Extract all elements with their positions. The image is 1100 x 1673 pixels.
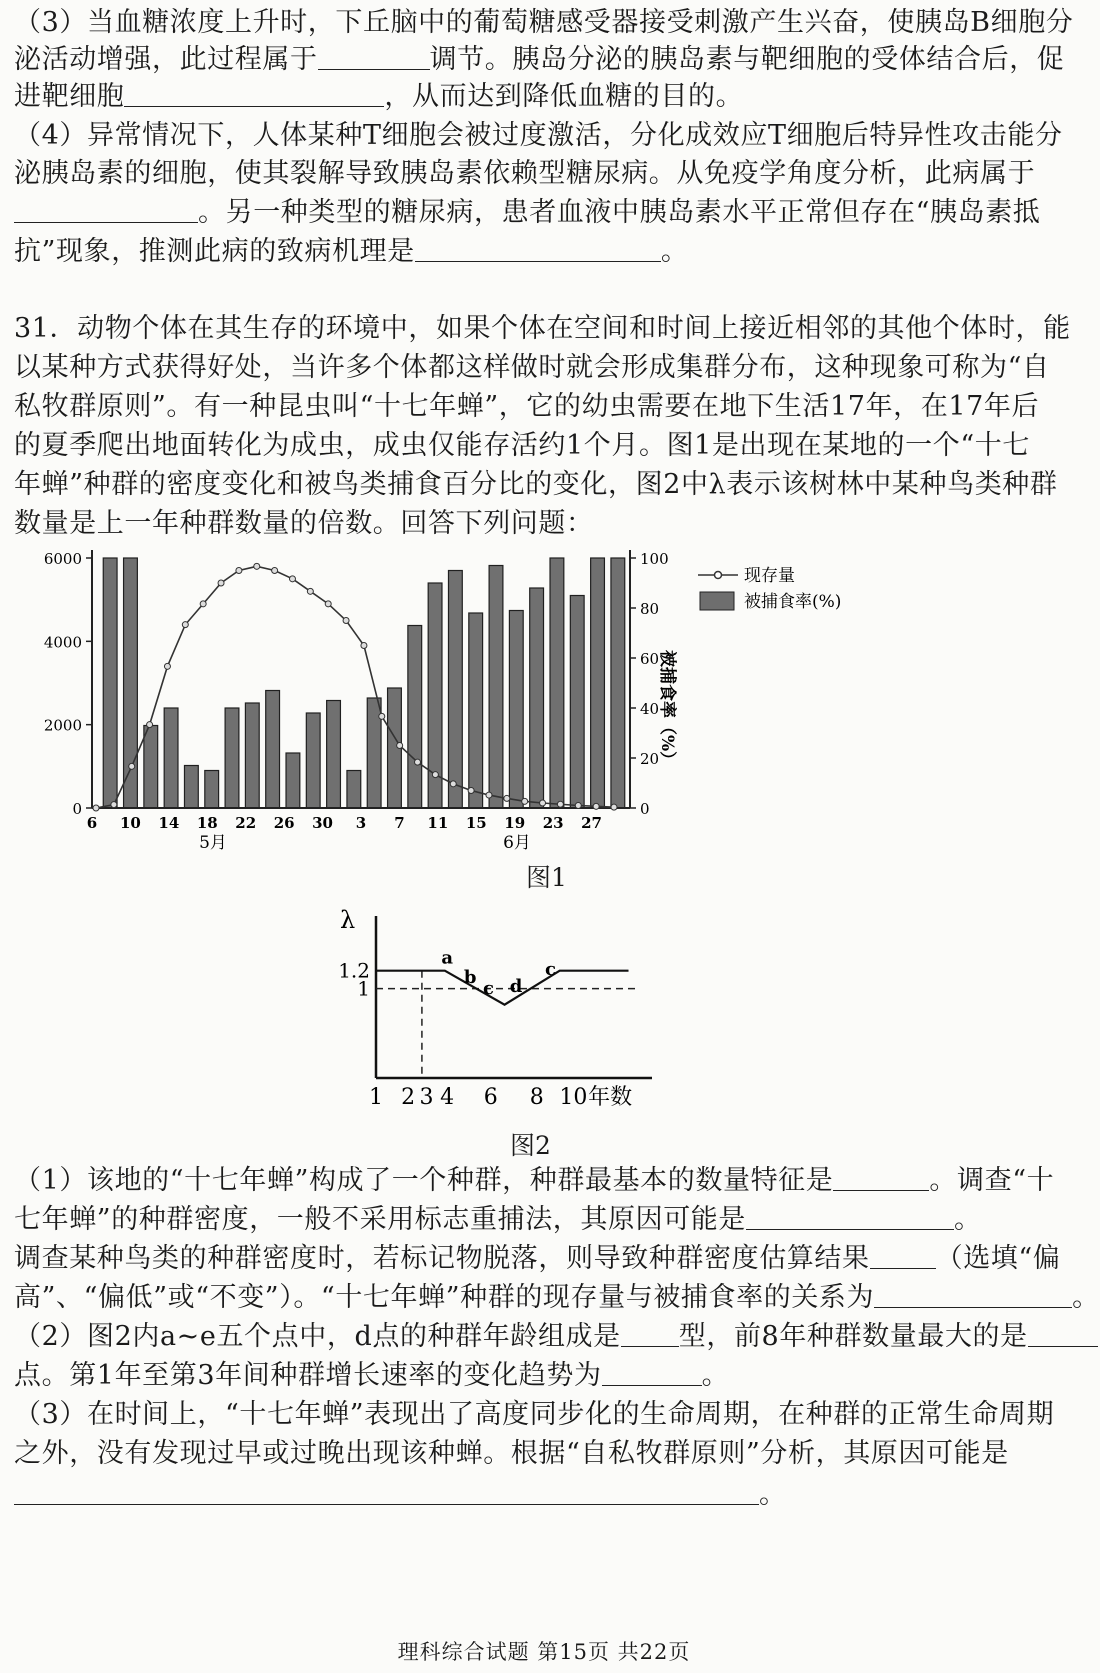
x-tick-label: 6 xyxy=(86,814,98,832)
figure-2-caption: 图2 xyxy=(510,1131,551,1160)
question-text: 高”、“偏低”或“不变”）。“十七年蝉”种群的现存量与被捕食率的关系为 xyxy=(14,1282,875,1313)
predation-bar xyxy=(469,613,483,808)
question-text: 。调查“十 xyxy=(929,1165,1055,1196)
existing-quantity-point xyxy=(575,803,581,809)
predation-bar xyxy=(184,766,198,809)
page-footer: 理科综合试题 第15页 共22页 xyxy=(397,1640,691,1664)
x-tick-label: 22 xyxy=(235,814,257,832)
x-tick-label: 6 xyxy=(483,1085,498,1110)
q31-sub1-line-3 xyxy=(14,1242,1076,1276)
q31-sub1-line-2 xyxy=(14,1203,1076,1237)
x-tick-label: 30 xyxy=(312,814,334,832)
existing-quantity-point xyxy=(379,713,385,719)
answer-blank[interactable] xyxy=(746,1203,954,1230)
q31-sub3-line-3 xyxy=(14,1478,1076,1512)
right-tick-label: 40 xyxy=(640,700,660,718)
q30-line-3 xyxy=(14,80,1076,114)
x-tick-label: 3 xyxy=(355,814,367,832)
left-tick-label: 6000 xyxy=(43,550,82,568)
lambda-curve xyxy=(376,971,629,1005)
existing-quantity-point xyxy=(486,792,492,798)
right-tick-label: 60 xyxy=(640,650,660,668)
right-tick-label: 100 xyxy=(640,550,669,568)
answer-blank[interactable] xyxy=(415,235,661,262)
y-tick-label: 1.2 xyxy=(338,958,370,983)
question-text: （2）图2内a~e五个点中，d点的种群年龄组成是 xyxy=(14,1321,621,1352)
answer-blank[interactable] xyxy=(602,1359,702,1386)
x-tick-label: 8 xyxy=(529,1085,544,1110)
legend-bar-swatch xyxy=(700,592,734,610)
legend-dot-swatch xyxy=(715,572,722,579)
question-text: 调查某种鸟类的种群密度时，若标记物脱落，则导致种群密度估算结果 xyxy=(14,1243,870,1274)
existing-quantity-point xyxy=(468,788,474,794)
legend-label-existing: 现存量 xyxy=(744,566,795,586)
existing-quantity-point xyxy=(182,622,188,628)
predation-bar xyxy=(611,558,625,808)
predation-bar xyxy=(286,753,300,808)
q31-line-1: 31．动物个体在其生存的环境中，如果个体在空间和时间上接近相邻的其他个体时，能 xyxy=(14,313,1071,344)
left-tick-label: 0 xyxy=(72,800,82,818)
x-tick-label: 14 xyxy=(158,814,180,832)
q30-line-2 xyxy=(14,43,1076,77)
question-text: 点。第1年至第3年间种群增长速率的变化趋势为 xyxy=(14,1360,602,1391)
y-axis-label: λ xyxy=(340,906,356,934)
legend xyxy=(698,566,841,612)
q30-text: 抗”现象，推测此病的致病机理是 xyxy=(14,236,415,267)
existing-quantity-point xyxy=(611,804,617,810)
predation-bar xyxy=(570,596,584,809)
q30-line-6 xyxy=(14,196,1076,230)
question-text: （1）该地的“十七年蝉”构成了一个种群，种群最基本的数量特征是 xyxy=(14,1165,834,1196)
predation-bar xyxy=(205,771,219,809)
existing-quantity-point xyxy=(415,759,421,765)
curve-point-label: c xyxy=(544,959,556,981)
x-tick-label: 18 xyxy=(196,814,218,832)
question-text: 型，前8年种群数量最大的是 xyxy=(678,1321,1028,1352)
predation-bar xyxy=(245,703,259,808)
q31-line-4: 的夏季爬出地面转化为成虫，成虫仅能存活约1个月。图1是出现在某地的一个“十七 xyxy=(14,430,1030,461)
q31-sub3-line-2: 之外，没有发现过早或过晚出现该种蝉。根据“自私牧群原则”分析，其原因可能是 xyxy=(14,1438,1009,1469)
question-text: 。 xyxy=(759,1479,787,1510)
answer-blank[interactable] xyxy=(874,1281,1072,1308)
existing-quantity-point xyxy=(325,601,331,607)
answer-blank[interactable] xyxy=(14,196,198,223)
left-tick-label: 4000 xyxy=(43,633,82,652)
q31-sub1-line-4 xyxy=(14,1281,1100,1315)
predation-bar xyxy=(266,691,280,809)
left-tick-label: 2000 xyxy=(43,716,82,735)
q30-text: 。另一种类型的糖尿病，患者血液中胰岛素水平正常但存在“胰岛素抵 xyxy=(198,197,1041,228)
existing-quantity-point xyxy=(397,743,403,749)
predation-bar xyxy=(509,611,523,809)
existing-quantity-point xyxy=(254,563,260,569)
predation-bar xyxy=(591,558,605,808)
q30-text: ，从而达到降低血糖的目的。 xyxy=(384,81,744,112)
curve-point-label: a xyxy=(441,947,454,969)
existing-quantity-point xyxy=(218,580,224,586)
existing-quantity-point xyxy=(450,781,456,787)
curve-point-label: d xyxy=(509,976,523,998)
existing-quantity-point xyxy=(164,663,170,669)
x-tick-label: 19 xyxy=(504,814,526,832)
x-tick-label: 4 xyxy=(440,1085,455,1110)
predation-bar xyxy=(306,713,320,808)
month-label-june: 6月 xyxy=(503,833,531,853)
q30-text: 进靶细胞 xyxy=(14,81,125,112)
q31-sub3-line-1: （3）在时间上，“十七年蝉”表现出了高度同步化的生命周期，在种群的正常生命周期 xyxy=(14,1399,1055,1430)
existing-quantity-point xyxy=(307,588,313,594)
existing-quantity-point xyxy=(432,772,438,778)
existing-quantity-point xyxy=(522,798,528,804)
q30-text: 调节。胰岛分泌的胰岛素与靶细胞的受体结合后，促 xyxy=(429,44,1065,75)
x-tick-label: 11 xyxy=(427,814,449,832)
existing-quantity-point xyxy=(147,722,153,728)
question-text: 七年蝉”的种群密度，一般不采用标志重捕法，其原因可能是 xyxy=(14,1204,747,1235)
existing-quantity-point xyxy=(343,618,349,624)
q30-line-5: 泌胰岛素的细胞，使其裂解导致胰岛素依赖型糖尿病。从免疫学角度分析，此病属于 xyxy=(14,158,1036,189)
existing-quantity-point xyxy=(200,601,206,607)
right-tick-label: 20 xyxy=(640,750,660,768)
curve-point-label: b xyxy=(463,967,477,989)
x-tick-label: 10 xyxy=(119,814,141,832)
predation-bar xyxy=(225,708,239,808)
predation-bar xyxy=(164,708,178,808)
q31-line-2: 以某种方式获得好处，当许多个体都这样做时就会形成集群分布，这种现象可称为“自 xyxy=(14,352,1050,383)
x-tick-label: 27 xyxy=(581,814,603,832)
answer-blank[interactable] xyxy=(870,1242,936,1269)
q31-sub2-line-2 xyxy=(14,1359,1076,1393)
figure-1-caption: 图1 xyxy=(526,863,567,892)
x-tick-label: 10 xyxy=(559,1085,588,1110)
predation-bar xyxy=(489,566,503,809)
q30-line-1: （3）当血糖浓度上升时，下丘脑中的葡萄糖感受器接受刺激产生兴奋，使胰岛B细胞分 xyxy=(14,7,1074,38)
month-label-may: 5月 xyxy=(199,833,227,853)
existing-quantity-point xyxy=(93,805,99,811)
question-text: （选填“偏 xyxy=(935,1243,1061,1274)
predation-bar xyxy=(530,588,544,808)
answer-blank[interactable] xyxy=(124,80,384,107)
x-tick-label: 23 xyxy=(542,814,564,832)
legend-label-predation: 被捕食率(%) xyxy=(744,592,842,612)
q31-sub1-line-1 xyxy=(14,1164,1076,1198)
x-tick-label: 26 xyxy=(273,814,295,832)
existing-quantity-point xyxy=(361,643,367,649)
q31-line-6: 数量是上一年种群数量的倍数。回答下列问题： xyxy=(14,508,594,539)
existing-quantity-point xyxy=(557,801,563,807)
existing-quantity-point xyxy=(129,763,135,769)
answer-blank[interactable] xyxy=(1028,1320,1098,1347)
q30-text: 泌活动增强，此过程属于 xyxy=(14,44,318,75)
curve-point-label: c xyxy=(483,977,494,999)
figure-2-chart xyxy=(338,906,660,1110)
x-tick-label: 7 xyxy=(394,814,405,832)
predation-bar xyxy=(144,726,158,809)
existing-quantity-point xyxy=(289,576,295,582)
x-tick-label: 1 xyxy=(369,1085,383,1110)
right-tick-label: 80 xyxy=(640,600,660,618)
existing-quantity-point xyxy=(593,803,599,809)
question-text: 。 xyxy=(954,1204,982,1235)
answer-blank[interactable] xyxy=(318,43,430,70)
right-axis-label: 被捕食率（%） xyxy=(657,650,677,769)
x-axis-label: 年数 xyxy=(588,1085,633,1110)
answer-blank[interactable] xyxy=(833,1164,929,1191)
question-text: 。 xyxy=(701,1360,730,1391)
predation-bar xyxy=(550,558,564,808)
y-tick-label: 1 xyxy=(357,976,370,1001)
predation-bar xyxy=(448,571,462,809)
q31-line-5: 年蝉”种群的密度变化和被鸟类捕食百分比的变化，图2中λ表示该树林中某种鸟类种群 xyxy=(14,469,1058,500)
predation-bar xyxy=(347,771,361,809)
right-tick-label: 0 xyxy=(640,800,650,818)
existing-quantity-point xyxy=(236,568,242,574)
existing-quantity-point xyxy=(504,795,510,801)
q30-text: 。 xyxy=(660,236,689,267)
predation-bar xyxy=(327,701,341,809)
x-tick-label: 2 xyxy=(401,1085,416,1110)
existing-quantity-point xyxy=(272,568,278,574)
q30-line-7 xyxy=(14,235,1076,269)
q30-line-4: （4）异常情况下，人体某种T细胞会被过度激活，分化成效应T细胞后特异性攻击能分 xyxy=(14,120,1063,151)
existing-quantity-point xyxy=(540,800,546,806)
answer-blank[interactable] xyxy=(14,1478,759,1505)
x-tick-label: 15 xyxy=(465,814,487,832)
predation-bar xyxy=(103,558,117,808)
existing-quantity-point xyxy=(111,802,117,808)
question-text: 。 xyxy=(1072,1282,1100,1313)
q31-line-3: 私牧群原则”。有一种昆虫叫“十七年蝉”，它的幼虫需要在地下生活17年，在17年后 xyxy=(14,391,1040,422)
predation-bar xyxy=(408,626,422,809)
figure-1-chart xyxy=(0,550,1088,880)
answer-blank[interactable] xyxy=(621,1320,679,1347)
x-tick-label: 3 xyxy=(419,1085,434,1110)
q31-sub2-line-1 xyxy=(14,1320,1076,1354)
